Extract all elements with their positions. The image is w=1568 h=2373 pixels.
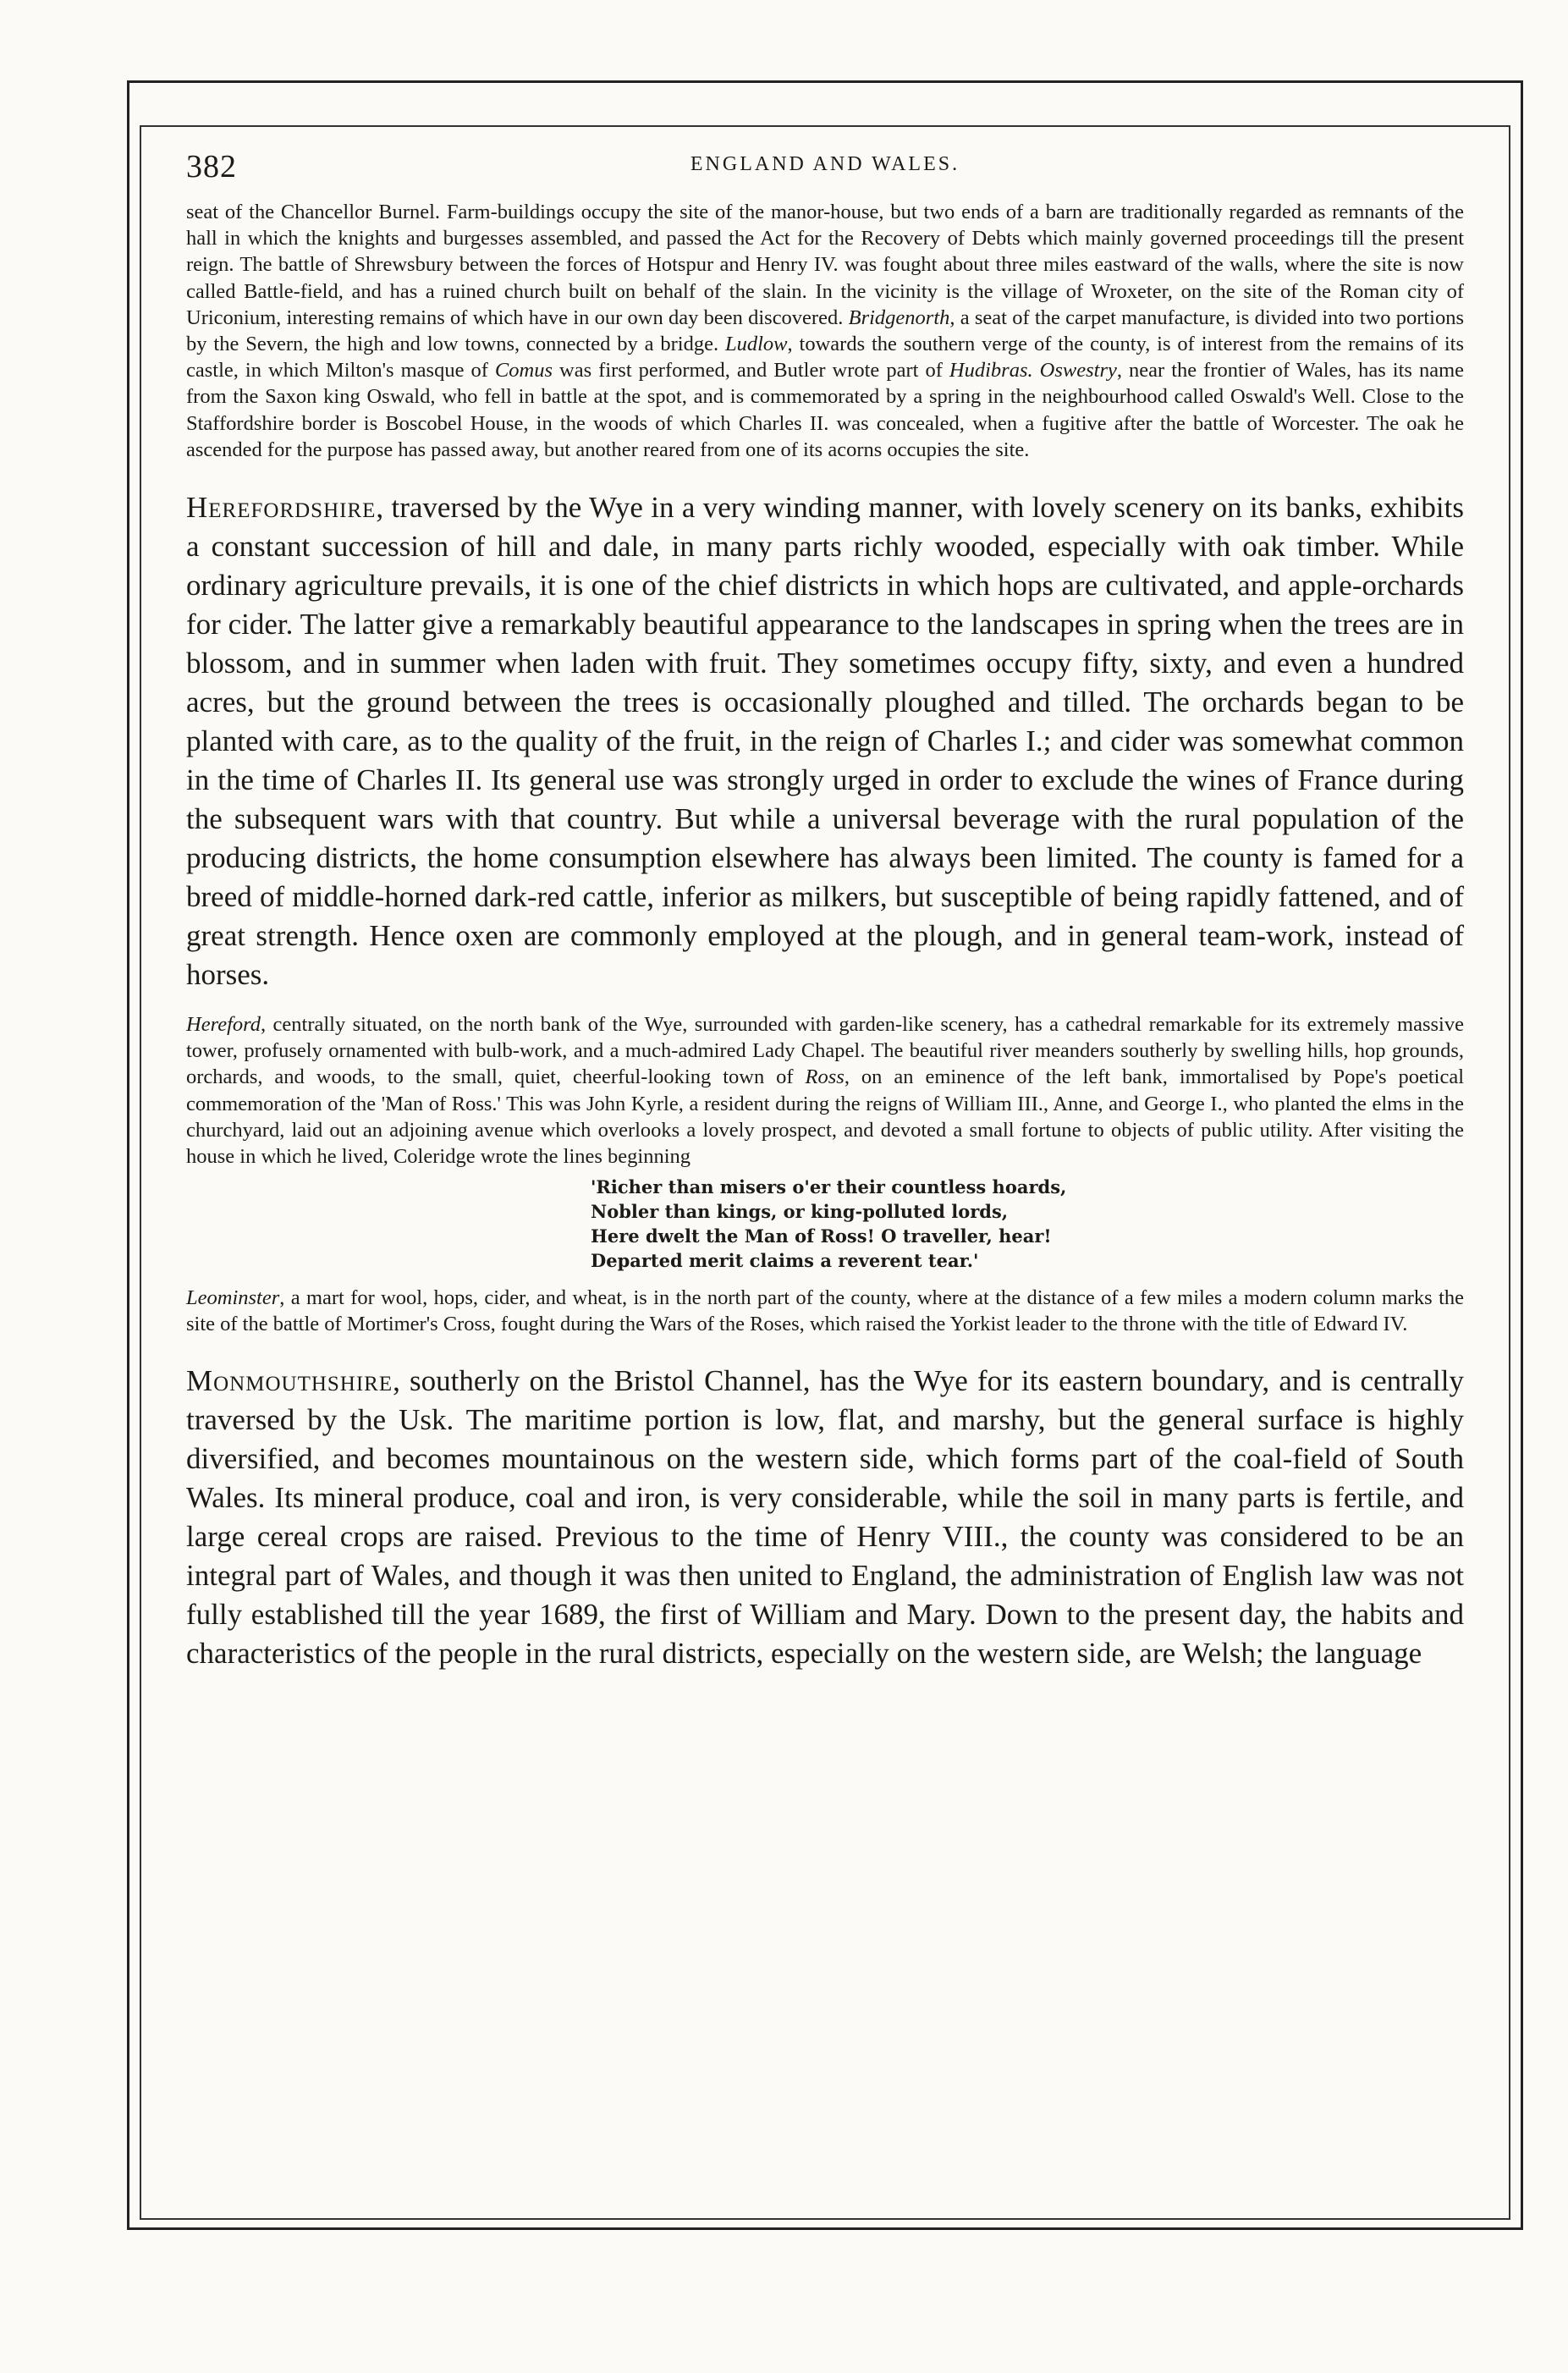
poem-line: 'Richer than misers o'er their countless hoards, xyxy=(591,1176,1067,1198)
poem-line: Departed merit claims a reverent tear.' xyxy=(591,1250,979,1272)
poem-quotation xyxy=(591,1175,1464,1273)
work-hudibras: Hudibras. xyxy=(949,359,1033,383)
paragraph-monmouthshire: Monmouthshire, southerly on the Bristol Channel, has the Wye for its eastern boundary, and is centrally traversed by the Usk. The maritime portion is low, flat, and marshy, but the general surface is highly diversified, and becomes mountainous on the western side, which forms part of the coal-field of South Wales. Its mineral produce, coal and iron, is very considerable, while the soil in many parts is fertile, and large cereal crops are raised. Previous to the time of Henry VIII., the county was considered to be an integral part of Wales, and though it was then united to England, the administration of English law was not fully established till the year 1689, the first of William and Mary. Down to the present day, the habits and characteristics of the people in the rural districts, especially on the western side, are Welsh; the language xyxy=(186,1363,1464,1670)
paragraph-leominster: Leominster, a mart for wool, hops, cider, and wheat, is in the north part of the county, where at the distance of a few miles a modern column marks the site of the battle of Mortimer's Cross, fought during the Wars of the Roses, which raised the Yorkist leader to the throne with the title of Edward IV. xyxy=(186,1286,1464,1336)
county-name-herefordshire: Herefordshire xyxy=(186,491,377,525)
page-header xyxy=(186,148,1464,189)
paragraph-hereford-towns: Hereford, centrally situated, on the north bank of the Wye, surrounded with garden-like scenery, has a cathedral remarkable for its extremely massive tower, profusely ornamented with bulb-work, and a much-admired Lady Chapel. The beautiful river meanders southerly by swelling hills, hop grounds, orchards, and woods, to the small, quiet, cheerful-looking town of Ross, on an eminence of the left bank, immortalised by Pope's poetical commemoration of the 'Man of Ross.' This was John Kyrle, a resident during the reigns of William III., Anne, and George I., who planted the elms in the churchyard, laid out an adjoining avenue which overlooks a lovely prospect, and devoted a small fortune to objects of public utility. After visiting the house in which he lived, Coleridge wrote the lines beginning xyxy=(186,1013,1464,1169)
poem-line: Here dwelt the Man of Ross! O traveller, hear! xyxy=(591,1225,1052,1247)
work-comus: Comus xyxy=(494,359,553,383)
poem-line: Nobler than kings, or king-polluted lords, xyxy=(591,1201,1009,1223)
paragraph-shropshire-towns: seat of the Chancellor Burnel. Farm-buildings occupy the site of the manor-house, but two ends of a barn are traditionally regarded as remnants of the hall in which the knights and burgesses assembled, and passed the Act for the Recovery of Debts which mainly governed proceedings till the present reign. The battle of Shrewsbury between the forces of Hotspur and Henry IV. was fought about three miles eastward of the walls, where the site is now called Battle-field, and has a ruined church built on behalf of the slain. In the vicinity is the village of Wroxeter, on the site of the Roman city of Uriconium, interesting remains of which have in our own day been discovered. Bridgenorth, a seat of the carpet manufacture, is divided into two portions by the Severn, the high and low towns, connected by a bridge. Ludlow, towards the southern verge of the county, is of interest from the remains of its castle, in which Milton's masque of Comus was first performed, and Butler wrote part of Hudibras. Oswestry, near the frontier of Wales, has its name from the Saxon king Oswald, who fell in battle at the spot, and is commemorated by a spring in the neighbourhood called Oswald's Well. Close to the Staffordshire border is Boscobel House, in the woods of which Charles II. was concealed, when a fugitive after the battle of Worcester. The oak he ascended for the purpose has passed away, but another reared from one of its acorns occupies the site. xyxy=(186,201,1464,461)
county-name-monmouthshire: Monmouthshire xyxy=(186,1363,393,1397)
paragraph-herefordshire: Herefordshire, traversed by the Wye in a very winding manner, with lovely scenery on its banks, exhibits a constant succession of hill and dale, in many parts richly wooded, especially with oak timber. While ordinary agriculture prevails, it is one of the chief districts in which hops are cultivated, and apple-orchards for cider. The latter give a remarkably beautiful appearance to the landscapes in spring when the trees are in blossom, and in summer when laden with fruit. They sometimes occupy fifty, sixty, and even a hundred acres, but the ground between the trees is occasionally ploughed and tilled. The orchards began to be planted with care, as to the quality of the fruit, in the reign of Charles I.; and cider was somewhat common in the time of Charles II. Its general use was strongly urged in order to exclude the wines of France during the subsequent wars with that country. But while a universal beverage with the rural population of the producing districts, the home consumption elsewhere has always been limited. The county is famed for a breed of middle-horned dark-red cattle, inferior as milkers, but susceptible of being rapidly fattened, and of great strength. Hence oxen are commonly employed at the plough, and in general team-work, instead of horses. xyxy=(186,491,1464,992)
place-ross: Ross xyxy=(805,1065,845,1089)
place-hereford: Hereford xyxy=(186,1013,261,1037)
running-head: ENGLAND AND WALES. xyxy=(690,153,960,175)
place-oswestry: Oswestry xyxy=(1039,359,1117,383)
place-ludlow: Ludlow xyxy=(724,333,788,356)
page-number: 382 xyxy=(186,149,237,184)
page-content xyxy=(186,148,1464,1673)
place-leominster: Leominster xyxy=(186,1286,280,1310)
place-bridgenorth: Bridgenorth xyxy=(848,306,950,329)
